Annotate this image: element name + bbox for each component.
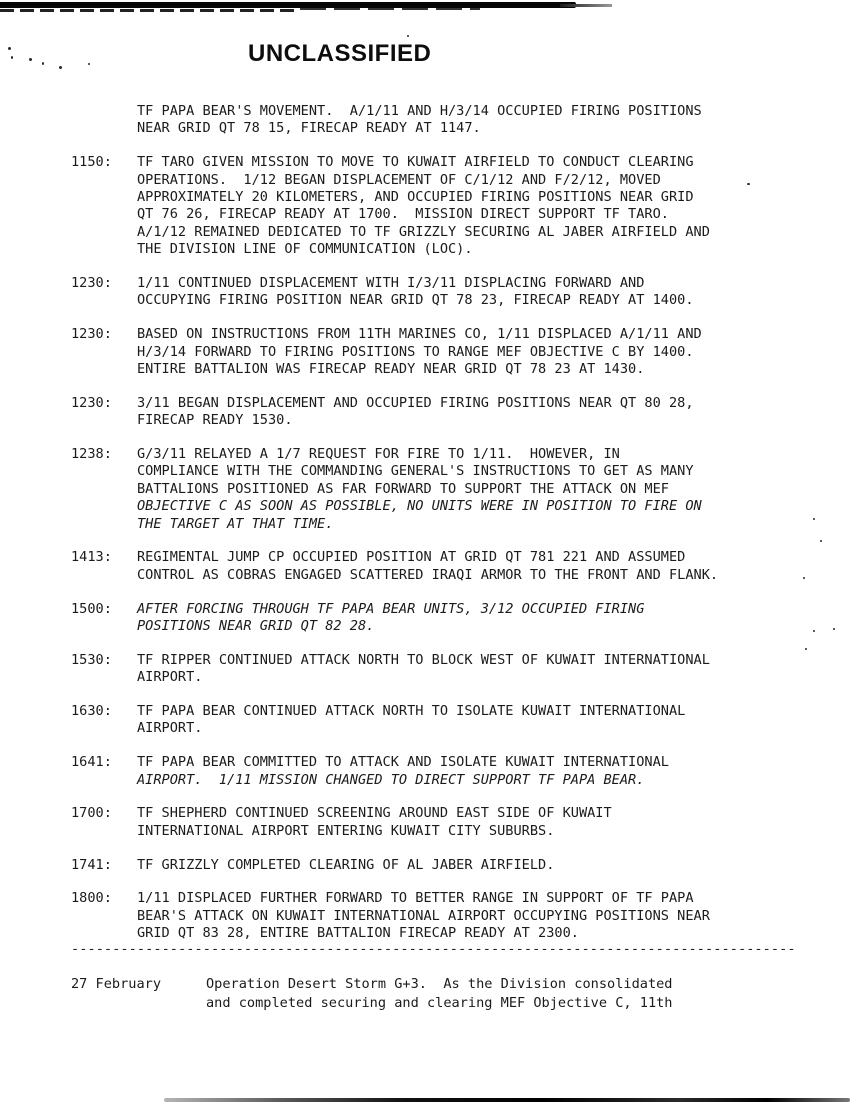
log-entry-time: 1150: xyxy=(71,154,112,171)
log-entry xyxy=(71,446,816,533)
footer-line: Operation Desert Storm G+3. As the Division consolidated xyxy=(206,976,673,992)
top-scan-bar-middle xyxy=(300,8,480,10)
log-entry-line: TF TARO GIVEN MISSION TO MOVE TO KUWAIT AIRFIELD TO CONDUCT CLEARING xyxy=(137,154,694,171)
scan-speck xyxy=(833,628,835,630)
top-scan-bar-tail xyxy=(560,4,612,7)
log-entry-time: 1641: xyxy=(71,754,112,771)
scan-speck xyxy=(42,62,44,65)
log-entry xyxy=(71,275,816,310)
scan-speck xyxy=(29,58,32,61)
log-entry-line: GRID QT 83 28, ENTIRE BATTALION FIRECAP READY AT 2300. xyxy=(137,925,579,942)
log-entry-line: TF RIPPER CONTINUED ATTACK NORTH TO BLOCK WEST OF KUWAIT INTERNATIONAL xyxy=(137,651,710,668)
log-entry-time: 1530: xyxy=(71,651,112,668)
log-entry-body xyxy=(137,890,816,942)
log-entry-line: THE DIVISION LINE OF COMMUNICATION (LOC). xyxy=(137,241,473,258)
log-entry xyxy=(71,652,816,687)
top-scan-bar-fringe xyxy=(0,9,295,12)
log-entry-body xyxy=(137,326,816,378)
log-entry-line: AFTER FORCING THROUGH TF PAPA BEAR UNITS, 3/12 OCCUPIED FIRING xyxy=(137,600,645,617)
classification-banner: UNCLASSIFIED xyxy=(248,40,432,67)
log-entry-body xyxy=(137,805,816,840)
log-entry xyxy=(71,154,816,258)
log-entry-body xyxy=(137,275,816,310)
log-entry-line: APPROXIMATELY 20 KILOMETERS, AND OCCUPIED FIRING POSITIONS NEAR GRID xyxy=(137,189,694,206)
log-entry-line: 1/11 CONTINUED DISPLACEMENT WITH I/3/11 DISPLACING FORWARD AND xyxy=(137,275,645,292)
log-entry-line: REGIMENTAL JUMP CP OCCUPIED POSITION AT GRID QT 781 221 AND ASSUMED xyxy=(137,549,686,566)
log-entry-time: 1741: xyxy=(71,856,112,873)
log-entry-body xyxy=(137,857,816,874)
log-entry xyxy=(71,326,816,378)
log-entry-line: TF PAPA BEAR CONTINUED ATTACK NORTH TO ISOLATE KUWAIT INTERNATIONAL xyxy=(137,703,686,720)
log-entry-body xyxy=(137,154,816,258)
log-entry-line: BEAR'S ATTACK ON KUWAIT INTERNATIONAL AIRPORT OCCUPYING POSITIONS NEAR xyxy=(137,907,710,924)
footer-section xyxy=(71,975,816,1012)
log-entry-line: TF GRIZZLY COMPLETED CLEARING OF AL JABER AIRFIELD. xyxy=(137,856,555,873)
scan-speck xyxy=(8,47,11,50)
log-entry-line: NEAR GRID QT 78 15, FIRECAP READY AT 1147. xyxy=(137,120,481,137)
log-entry-body xyxy=(137,703,816,738)
scan-speck xyxy=(11,56,13,59)
log-entry-line: TF PAPA BEAR COMMITTED TO ATTACK AND ISOLATE KUWAIT INTERNATIONAL xyxy=(137,754,669,771)
log-entry-line: QT 76 26, FIRECAP READY AT 1700. MISSION DIRECT SUPPORT TF TARO. xyxy=(137,206,669,223)
log-entry-line: COMPLIANCE WITH THE COMMANDING GENERAL'S INSTRUCTIONS TO GET AS MANY xyxy=(137,463,694,480)
log-entry-time: 1413: xyxy=(71,549,112,566)
log-entry xyxy=(71,103,816,138)
log-entry xyxy=(71,890,816,942)
scan-speck xyxy=(88,63,90,65)
log-entry-line: AIRPORT. xyxy=(137,669,203,686)
footer-line: and completed securing and clearing MEF Objective C, 11th xyxy=(206,994,673,1011)
log-entry-body xyxy=(137,446,816,533)
log-entry-line: THE TARGET AT THAT TIME. xyxy=(137,515,334,532)
log-entry xyxy=(71,395,816,430)
log-entry xyxy=(71,857,816,874)
footer-description xyxy=(206,975,816,1012)
scan-speck xyxy=(820,540,822,542)
log-entry-line: OPERATIONS. 1/12 BEGAN DISPLACEMENT OF C/1/12 AND F/2/12, MOVED xyxy=(137,171,661,188)
log-entry-line: BATTALIONS POSITIONED AS FAR FORWARD TO SUPPORT THE ATTACK ON MEF xyxy=(137,480,669,497)
scan-speck xyxy=(407,35,409,37)
log-entry-line: ENTIRE BATTALION WAS FIRECAP READY NEAR GRID QT 78 23 AT 1430. xyxy=(137,361,645,378)
log-entry xyxy=(71,805,816,840)
log-entry-line: TF PAPA BEAR'S MOVEMENT. A/1/11 AND H/3/14 OCCUPIED FIRING POSITIONS xyxy=(137,103,702,119)
bottom-scan-bar xyxy=(164,1098,850,1102)
log-entry-body xyxy=(137,103,816,138)
log-entry-time: 1630: xyxy=(71,703,112,720)
top-scan-bar xyxy=(0,2,576,8)
log-entry-line: A/1/12 REMAINED DEDICATED TO TF GRIZZLY SECURING AL JABER AIRFIELD AND xyxy=(137,223,710,240)
log-entry-line: AIRPORT. xyxy=(137,720,203,737)
log-entry-time: 1230: xyxy=(71,326,112,343)
log-entry-line: OBJECTIVE C AS SOON AS POSSIBLE, NO UNITS WERE IN POSITION TO FIRE ON xyxy=(137,498,702,515)
log-entry-line: INTERNATIONAL AIRPORT ENTERING KUWAIT CITY SUBURBS. xyxy=(137,822,555,839)
footer-date: 27 February xyxy=(71,976,162,992)
log-entry-body xyxy=(137,395,816,430)
log-entry-line: H/3/14 FORWARD TO FIRING POSITIONS TO RANGE MEF OBJECTIVE C BY 1400. xyxy=(137,343,694,360)
log-entry xyxy=(71,601,816,636)
log-entry-time xyxy=(71,103,137,138)
log-entry-line: TF SHEPHERD CONTINUED SCREENING AROUND EAST SIDE OF KUWAIT xyxy=(137,805,612,822)
log-entry-line: 3/11 BEGAN DISPLACEMENT AND OCCUPIED FIRING POSITIONS NEAR QT 80 28, xyxy=(137,394,694,411)
log-entry-body xyxy=(137,549,816,584)
log-entry-line: CONTROL AS COBRAS ENGAGED SCATTERED IRAQI ARMOR TO THE FRONT AND FLANK. xyxy=(137,566,719,583)
log-entry-time: 1800: xyxy=(71,890,112,907)
log-entry-time: 1500: xyxy=(71,600,112,617)
log-entry-line: G/3/11 RELAYED A 1/7 REQUEST FOR FIRE TO 1/11. HOWEVER, IN xyxy=(137,446,620,463)
log-entry-line: FIRECAP READY 1530. xyxy=(137,412,293,429)
log-entry-time: 1238: xyxy=(71,446,112,463)
log-entry-time: 1700: xyxy=(71,805,112,822)
log-entry-line: BASED ON INSTRUCTIONS FROM 11TH MARINES CO, 1/11 DISPLACED A/1/11 AND xyxy=(137,326,702,343)
log-entry-line: POSITIONS NEAR GRID QT 82 28. xyxy=(137,618,375,635)
log-entry-body xyxy=(137,601,816,636)
log-entries xyxy=(71,103,816,959)
log-entry-line: 1/11 DISPLACED FURTHER FORWARD TO BETTER RANGE IN SUPPORT OF TF PAPA xyxy=(137,890,694,907)
separator-dashes: ---------------------------------------------------------------------------------------- xyxy=(71,941,796,957)
log-entry-body xyxy=(137,754,816,789)
log-entry-body xyxy=(137,652,816,687)
log-entry xyxy=(71,754,816,789)
log-entry-time: 1230: xyxy=(71,394,112,411)
log-entry-time: 1230: xyxy=(71,275,112,292)
log-entry xyxy=(71,549,816,584)
log-entry-line: OCCUPYING FIRING POSITION NEAR GRID QT 78 23, FIRECAP READY AT 1400. xyxy=(137,292,694,309)
log-entry-line: AIRPORT. 1/11 MISSION CHANGED TO DIRECT SUPPORT TF PAPA BEAR. xyxy=(137,771,645,788)
log-entry xyxy=(71,703,816,738)
scan-speck xyxy=(59,66,62,69)
